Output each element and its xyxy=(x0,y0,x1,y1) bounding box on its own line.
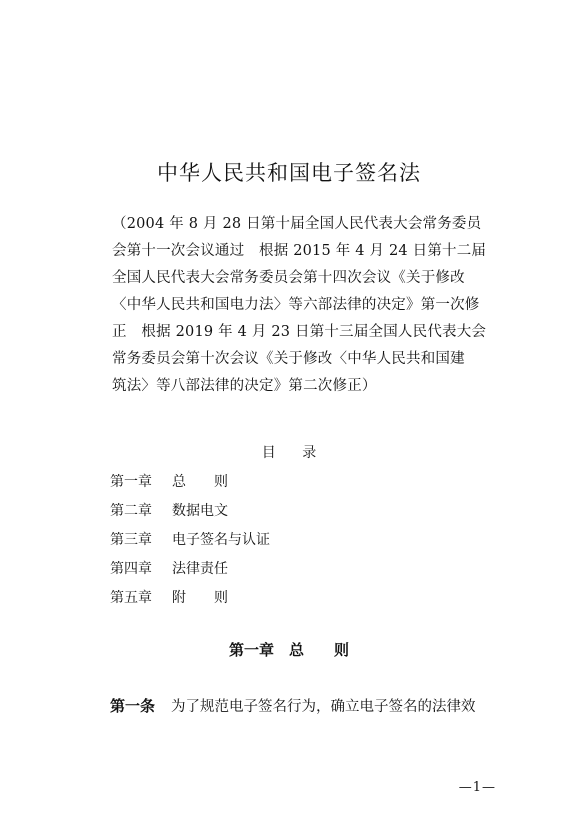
toc-item xyxy=(110,584,410,613)
preamble-line: 〈中华人民共和国电力法〉等六部法律的决定》第一次修 xyxy=(112,297,480,313)
preamble-line: 正 根据 2019 年 4 月 23 日第十三届全国人民代表大会 xyxy=(112,324,487,340)
preamble-line: 常务委员会第十次会议《关于修改〈中华人民共和国建 xyxy=(112,351,465,367)
preamble-line: （2004 年 8 月 28 日第十届全国人民代表大会常务委员 xyxy=(112,216,482,232)
toc-item-name: 总 则 xyxy=(172,474,228,490)
toc-item-name: 数据电文 xyxy=(172,503,228,519)
toc-item-name: 电子签名与认证 xyxy=(172,532,270,548)
toc-item-name: 法律责任 xyxy=(172,561,228,577)
preamble-line: 会第十一次会议通过 根据 2015 年 4 月 24 日第十二届 xyxy=(112,243,487,259)
page-number: —1— xyxy=(458,780,496,795)
chapter-heading: 第一章 总 则 xyxy=(228,641,349,659)
toc-item-number: 第五章 xyxy=(110,590,152,606)
table-of-contents xyxy=(110,468,410,613)
preamble xyxy=(112,211,507,400)
toc-item-number: 第二章 xyxy=(110,503,152,519)
toc-item-name: 附 则 xyxy=(172,590,228,606)
toc-item-number: 第三章 xyxy=(110,532,152,548)
toc-item-number: 第四章 xyxy=(110,561,152,577)
toc-item xyxy=(110,526,410,555)
toc-item-number: 第一章 xyxy=(110,474,152,490)
toc-item xyxy=(110,468,410,497)
toc-heading: 目 录 xyxy=(261,445,317,461)
preamble-line: 筑法〉等八部法律的决定》第二次修正） xyxy=(112,378,377,394)
toc-item xyxy=(110,555,410,584)
toc-item xyxy=(110,497,410,526)
article-paragraph xyxy=(110,694,530,719)
preamble-line: 全国人民代表大会常务委员会第十四次会议《关于修改 xyxy=(112,270,465,286)
article-text: 为了规范电子签名行为，确立电子签名的法律效 xyxy=(171,699,476,715)
document-title: 中华人民共和国电子签名法 xyxy=(157,161,421,185)
article-number: 第一条 xyxy=(110,697,156,715)
